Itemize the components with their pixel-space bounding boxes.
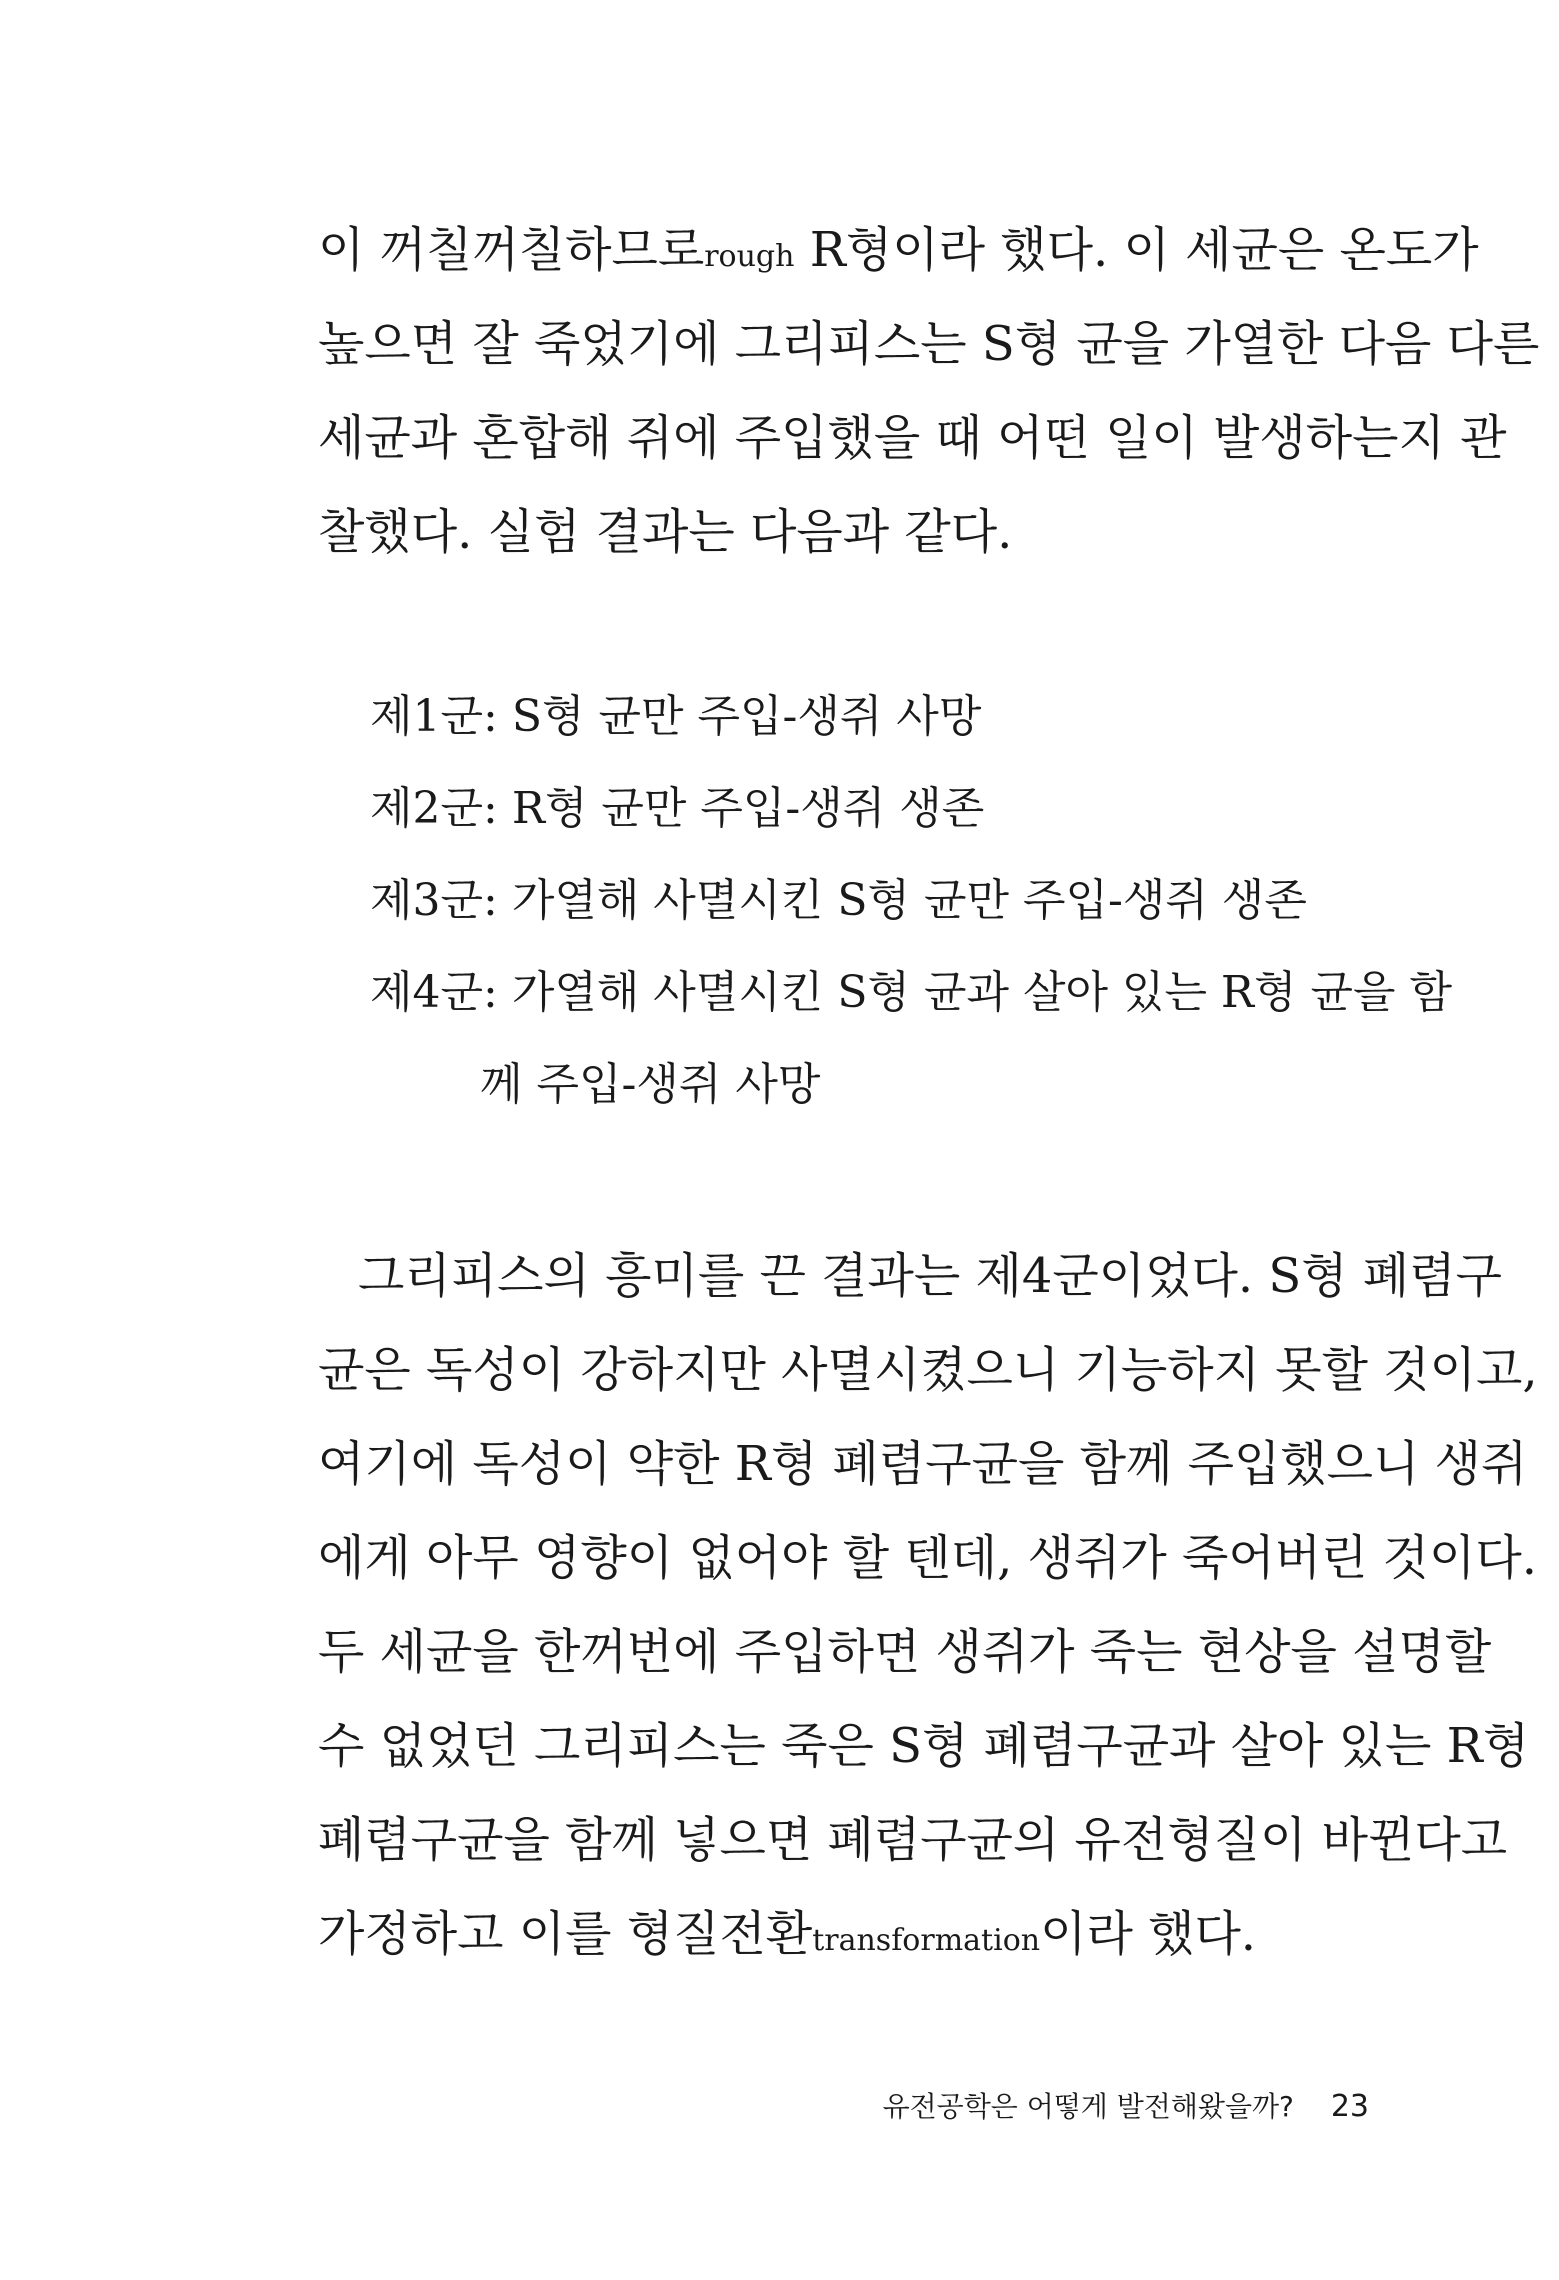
running-chapter-title: 유전공학은 어떻게 발전해왔을까? (882, 2090, 1294, 2123)
group-1-item: 제1군: S형 균만 주입-생쥐 사망 (370, 691, 982, 742)
text-segment: R형이라 했다. 이 세균은 온도가 (794, 222, 1479, 278)
paragraph-2-line-4: 에게 아무 영향이 없어야 할 텐데, 생쥐가 죽어버린 것이다. (318, 1530, 1538, 1586)
paragraph-1-line-1 (318, 203, 1479, 297)
text-segment: 가정하고 이를 형질전환 (318, 1906, 813, 1962)
paragraph-2-line-6: 수 없었던 그리피스는 죽은 S형 폐렴구균과 살아 있는 R형 (318, 1718, 1530, 1774)
paragraph-2-line-5: 두 세균을 한꺼번에 주입하면 생쥐가 죽는 현상을 설명할 (318, 1624, 1492, 1680)
paragraph-2-line-1: 그리피스의 흥미를 끈 결과는 제4군이었다. S형 폐렴구 (358, 1248, 1502, 1304)
paragraph-1-line-2: 높으면 잘 죽었기에 그리피스는 S형 균을 가열한 다음 다른 (318, 316, 1540, 372)
group-4-item-continuation: 께 주입-생쥐 사망 (480, 1059, 821, 1110)
group-3-item: 제3군: 가열해 사멸시킨 S형 균만 주입-생쥐 생존 (370, 875, 1307, 926)
paragraph-2 (318, 1229, 1538, 1981)
group-2-item: 제2군: R형 균만 주입-생쥐 생존 (370, 783, 985, 834)
page-footer (883, 2085, 1369, 2125)
paragraph-2-line-7: 폐렴구균을 함께 넣으면 폐렴구균의 유전형질이 바뀐다고 (318, 1812, 1508, 1868)
experiment-groups-list (370, 671, 1453, 1131)
paragraph-2-line-8 (318, 1887, 1368, 1981)
paragraph-2-line-3: 여기에 독성이 약한 R형 폐렴구균을 함께 주입했으니 생쥐 (318, 1436, 1528, 1492)
page-number: 23 (1330, 2089, 1369, 2124)
paragraph-1-line-3: 세균과 혼합해 쥐에 주입했을 때 어떤 일이 발생하는지 관 (318, 410, 1507, 466)
english-annotation: transformation (812, 1923, 1041, 1958)
english-annotation: rough (704, 239, 795, 274)
paragraph-2-line-2: 균은 독성이 강하지만 사멸시켰으니 기능하지 못할 것이고, (318, 1342, 1538, 1398)
text-segment: 이라 했다. (1040, 1906, 1257, 1962)
paragraph-1-line-4: 찰했다. 실험 결과는 다음과 같다. (318, 504, 1013, 560)
paragraph-1 (318, 203, 1540, 579)
text-segment: 이 꺼칠꺼칠하므로 (318, 222, 705, 278)
group-4-item: 제4군: 가열해 사멸시킨 S형 균과 살아 있는 R형 균을 함 (370, 967, 1453, 1018)
